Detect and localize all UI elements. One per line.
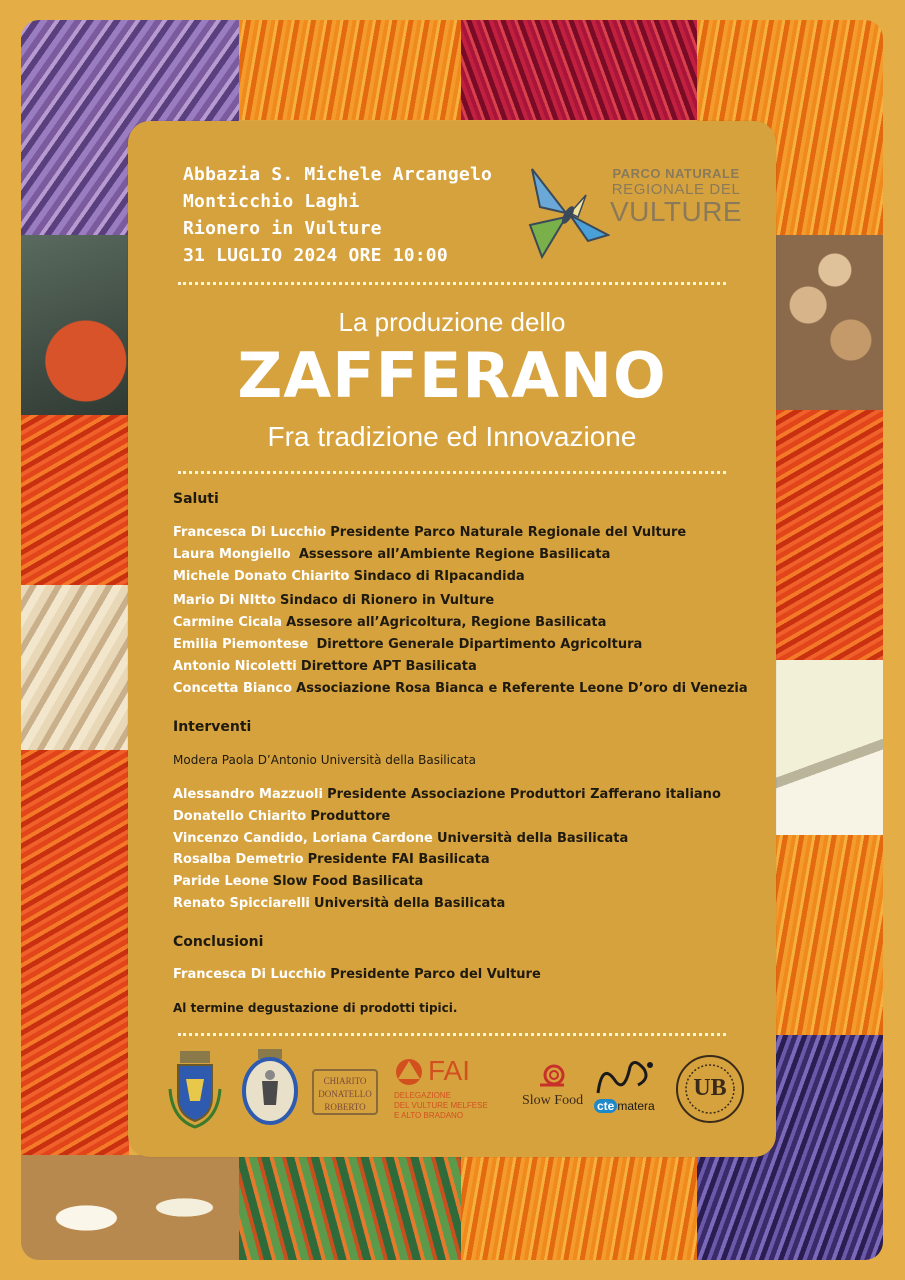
cte-label: matera	[617, 1099, 655, 1113]
pasta-photo	[21, 585, 129, 750]
speaker-name: Alessandro Mazzuoli	[173, 787, 323, 802]
ctematera-logo	[594, 1059, 664, 1119]
speaker-name: Carmine Cicala	[173, 615, 283, 630]
snail-icon	[538, 1063, 566, 1089]
speaker-role: Presidente FAI Basilicata	[307, 852, 490, 867]
leaves-photo	[239, 1155, 461, 1260]
dotted-divider	[178, 471, 726, 474]
chiarito-logo-text: ROBERTO	[324, 1102, 366, 1112]
speaker-name: Michele Donato Chiarito	[173, 569, 350, 584]
event-venue	[183, 161, 492, 269]
cte-mark-icon	[594, 1059, 658, 1097]
chiarito-logo	[312, 1069, 378, 1115]
section-heading: Conclusioni	[173, 934, 264, 950]
saffron-threads-photo	[461, 1155, 697, 1260]
event-date: 31 LUGLIO 2024 ORE 10:00	[183, 245, 448, 266]
speaker-name: Concetta Bianco	[173, 681, 293, 696]
park-name-line: REGIONALE DEL	[611, 181, 741, 198]
speaker-role: Presidente Parco Naturale Regionale del Vulture	[330, 525, 687, 540]
venue-line: Monticchio Laghi	[183, 191, 360, 212]
speaker-role: Produttore	[310, 809, 391, 824]
park-name	[610, 167, 742, 226]
speaker-name: Paride Leone	[173, 874, 269, 889]
fai-text: FAI	[428, 1055, 471, 1086]
venue-line: Abbazia S. Michele Arcangelo	[183, 164, 493, 185]
title-line: La produzione dello	[338, 307, 566, 337]
town-crest-icon	[240, 1047, 300, 1131]
slowfood-logo	[522, 1063, 582, 1113]
speaker-role: Direttore Generale Dipartimento Agricoltura	[316, 637, 643, 652]
saffron-threads-photo	[776, 410, 883, 660]
speaker-row	[173, 569, 525, 584]
venue-line: Rionero in Vulture	[183, 218, 382, 239]
dotted-divider	[178, 282, 726, 285]
white-flowers-photo	[21, 1155, 239, 1260]
speaker-role: Direttore APT Basilicata	[300, 659, 477, 674]
chiarito-logo-text: DONATELLO	[318, 1089, 372, 1099]
speaker-role: Sindaco di RIpacandida	[353, 569, 525, 584]
fai-logo	[394, 1057, 504, 1127]
section-heading: Saluti	[173, 491, 219, 507]
speaker-row	[173, 547, 610, 562]
university-seal	[674, 1053, 746, 1125]
speaker-name: Rosalba Demetrio	[173, 852, 304, 867]
speaker-row	[173, 681, 748, 696]
speaker-row	[173, 809, 390, 824]
speaker-row	[173, 874, 423, 889]
fai-subtitle	[394, 1091, 488, 1121]
speaker-row	[173, 593, 494, 608]
closing-note: Al termine degustazione di prodotti tipici.	[173, 1001, 458, 1015]
content-panel	[128, 121, 776, 1157]
park-name-line: PARCO NATURALE	[612, 166, 740, 181]
speaker-name: Mario Di NItto	[173, 593, 276, 608]
speaker-role: Presidente Parco del Vulture	[330, 967, 541, 982]
main-title: ZAFFERANO	[237, 339, 667, 412]
cte-text	[594, 1099, 655, 1113]
park-name-line: VULTURE	[610, 196, 743, 227]
speaker-row	[173, 659, 477, 674]
speaker-name: Donatello Chiarito	[173, 809, 307, 824]
slowfood-text: Slow Food	[522, 1093, 584, 1108]
speaker-name: Antonio Nicoletti	[173, 659, 297, 674]
spice-bowl-photo	[21, 235, 129, 415]
butterfly-icon	[526, 165, 610, 265]
almonds-photo	[776, 235, 883, 410]
park-logo	[526, 165, 743, 265]
speaker-role: Sindaco di Rionero in Vulture	[280, 593, 495, 608]
speaker-role: Associazione Rosa Bianca e Referente Leone D’oro di Venezia	[296, 681, 748, 696]
saffron-threads-photo	[21, 415, 129, 585]
speaker-role: Università della Basilicata	[436, 831, 629, 846]
speaker-row	[173, 525, 686, 540]
municipal-crest-icon	[166, 1049, 224, 1131]
saffron-threads-photo	[776, 835, 883, 1035]
speaker-role: Assesore all’Agricoltura, Regione Basilicata	[286, 615, 607, 630]
section-heading: Interventi	[173, 719, 252, 735]
saffron-threads-photo	[21, 750, 129, 1155]
speaker-row	[173, 852, 490, 867]
fai-subtitle-line: DELEGAZIONE	[394, 1091, 451, 1100]
speaker-row	[173, 615, 606, 630]
speaker-name: Vincenzo Candido, Loriana Cardone	[173, 831, 433, 846]
speaker-name: Emilia Piemontese	[173, 637, 309, 652]
moderator-line: Modera Paola D’Antonio Università della Basilicata	[173, 753, 476, 767]
speaker-row	[173, 896, 505, 911]
red-threads-photo	[461, 20, 697, 120]
speaker-role: Slow Food Basilicata	[272, 874, 424, 889]
speaker-row	[173, 831, 628, 846]
cheese-photo	[776, 660, 883, 835]
fai-subtitle-line: DEL VULTURE MELFESE	[394, 1101, 488, 1110]
speaker-role: Università della Basilicata	[314, 896, 506, 911]
subtitle: Fra tradizione ed Innovazione	[267, 421, 637, 452]
speaker-name: Francesca Di Lucchio	[173, 967, 327, 982]
cte-badge: cte	[594, 1099, 617, 1113]
university-monogram: UB	[693, 1075, 727, 1101]
chiarito-logo-text: CHIARITO	[323, 1076, 367, 1086]
speaker-row	[173, 637, 642, 652]
speaker-name: Laura Mongiello	[173, 547, 291, 562]
speaker-role: Assessore all’Ambiente Regione Basilicata	[298, 547, 611, 562]
dotted-divider	[178, 1033, 726, 1036]
speaker-role: Presidente Associazione Produttori Zafferano italiano	[327, 787, 721, 802]
speaker-name: Renato Spicciarelli	[173, 896, 310, 911]
speaker-row	[173, 967, 541, 982]
speaker-name: Francesca Di Lucchio	[173, 525, 327, 540]
fai-subtitle-line: E ALTO BRADANO	[394, 1111, 464, 1120]
sponsor-logos	[162, 1045, 752, 1135]
fai-mark-icon	[394, 1057, 424, 1087]
saffron-threads-photo	[239, 20, 461, 120]
speaker-row	[173, 787, 721, 802]
